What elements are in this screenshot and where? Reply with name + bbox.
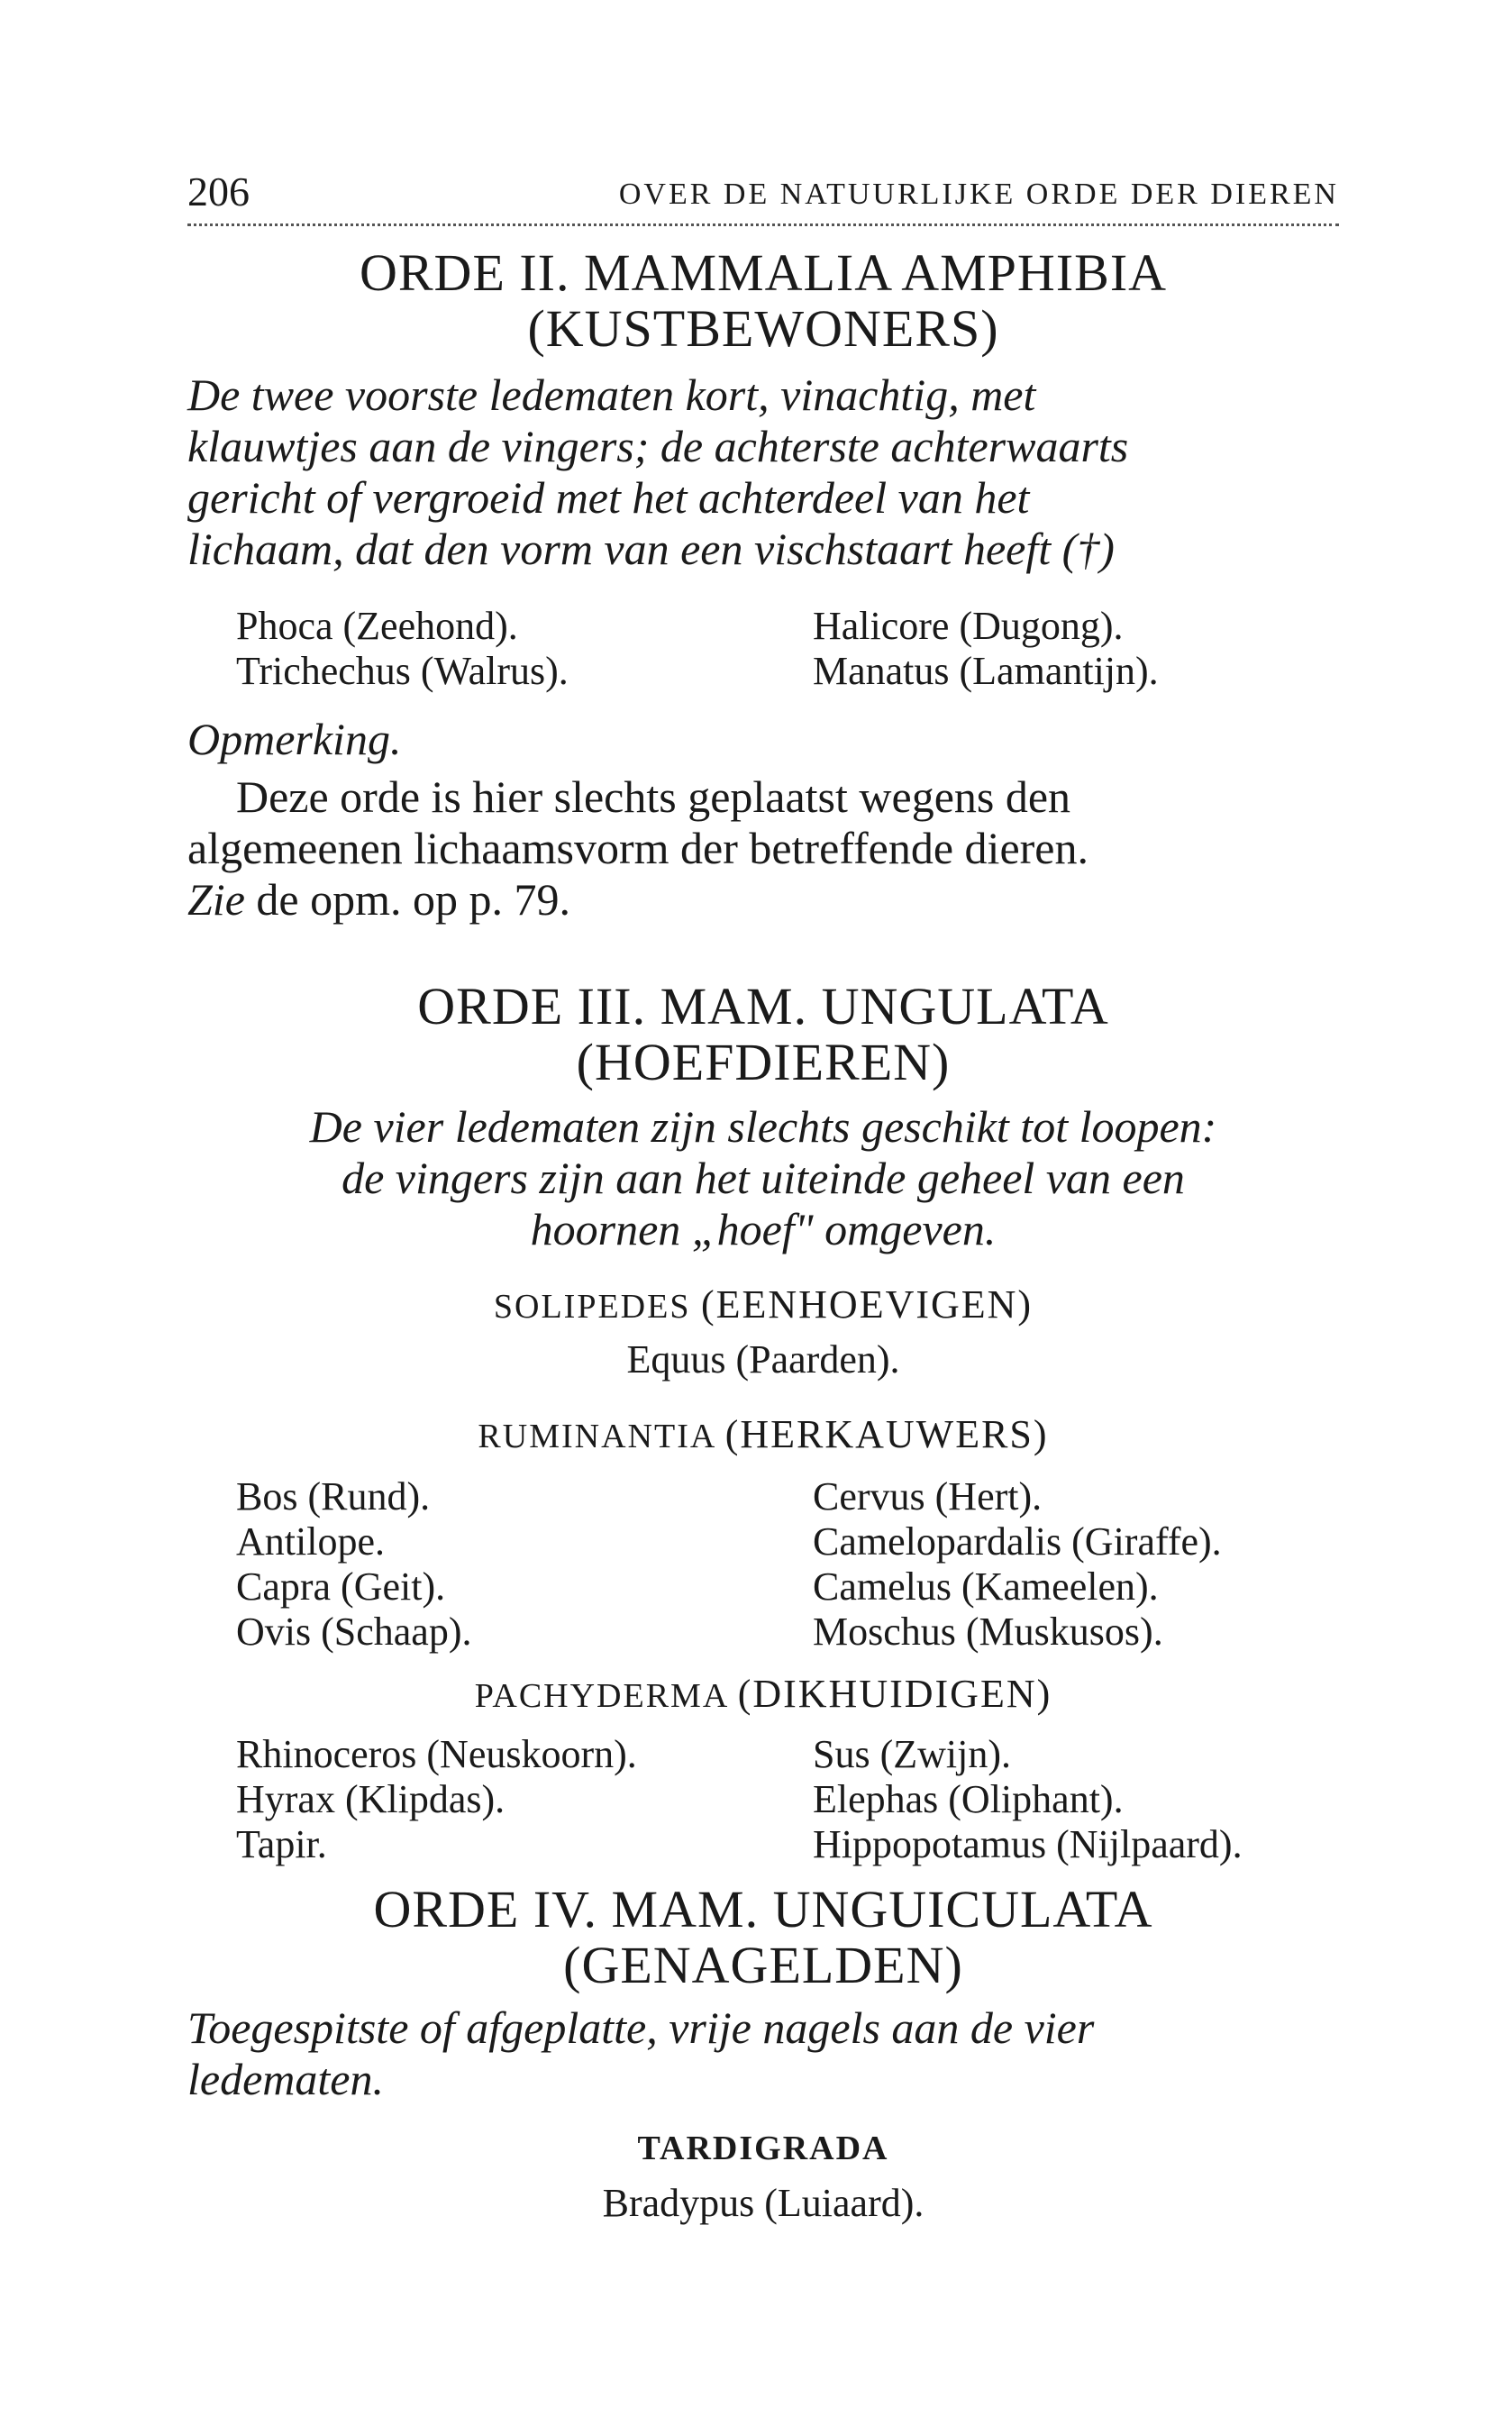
species-name: Bradypus (Luiaard). bbox=[602, 2181, 925, 2225]
remark-line: de opm. op p. 79. bbox=[244, 874, 570, 925]
species-name: Rhinoceros (Neuskoorn). bbox=[236, 1732, 637, 1776]
species-name: Phoca (Zeehond). bbox=[236, 604, 518, 648]
species-name: Sus (Zwijn). bbox=[813, 1732, 1011, 1776]
remark-zie: Zie bbox=[187, 874, 245, 925]
pachyderma-species-list bbox=[236, 1732, 1335, 1867]
group-heading-translation: (EENHOEVIGEN) bbox=[700, 1282, 1034, 1327]
orde-3-description bbox=[187, 1101, 1339, 1255]
orde-2-description bbox=[187, 369, 1339, 575]
tardigrada-group bbox=[187, 2127, 1339, 2226]
species-name: Equus (Paarden). bbox=[626, 1337, 900, 1382]
remark-section bbox=[187, 714, 1339, 926]
remark-line: algemeenen lichaamsvorm der betreffende dieren. bbox=[187, 823, 1088, 873]
description-line: De twee voorste ledematen kort, vinachtig, met bbox=[187, 369, 1036, 420]
ruminantia-heading-block bbox=[187, 1413, 1339, 1458]
species-name: Antilope. bbox=[236, 1519, 385, 1564]
group-heading-translation: (HERKAUWERS) bbox=[724, 1412, 1049, 1456]
description-line: lichaam, dat den vorm van een vischstaart heeft (†) bbox=[187, 524, 1115, 574]
pachyderma-heading-block bbox=[187, 1673, 1339, 1718]
description-line: klauwtjes aan de vingers; de achterste achterwaarts bbox=[187, 421, 1129, 471]
group-heading-translation: (DIKHUIDIGEN) bbox=[737, 1672, 1052, 1716]
running-header bbox=[187, 169, 1339, 226]
orde-3-subtitle: (HOEFDIEREN) bbox=[576, 1033, 951, 1091]
description-line: hoornen „hoef" omgeven. bbox=[530, 1204, 997, 1254]
species-name: Ovis (Schaap). bbox=[236, 1610, 472, 1654]
species-row bbox=[236, 1822, 1335, 1867]
species-row bbox=[236, 1564, 1335, 1610]
remark-label: Opmerking. bbox=[187, 714, 402, 764]
description-line: De vier ledematen zijn slechts geschikt tot loopen: bbox=[309, 1101, 1217, 1152]
group-heading-name: PACHYDERMA bbox=[474, 1677, 728, 1715]
group-heading-name: SOLIPEDES bbox=[493, 1288, 691, 1326]
description-line: de vingers zijn aan het uiteinde geheel van een bbox=[342, 1153, 1185, 1203]
species-row bbox=[236, 1610, 1335, 1655]
species-name: Cervus (Hert). bbox=[813, 1474, 1043, 1519]
orde-3-section bbox=[187, 979, 1339, 1090]
species-name: Bos (Rund). bbox=[236, 1474, 431, 1519]
group-heading bbox=[187, 1413, 1339, 1458]
group-heading: TARDIGRADA bbox=[637, 2130, 889, 2167]
running-title: OVER DE NATUURLIJKE ORDE DER DIEREN bbox=[618, 178, 1339, 211]
solipedes-group bbox=[187, 1283, 1339, 1382]
species-row bbox=[236, 1732, 1335, 1777]
remark-text bbox=[187, 771, 1339, 926]
species-name: Trichechus (Walrus). bbox=[236, 649, 569, 693]
species-name: Capra (Geit). bbox=[236, 1564, 446, 1609]
group-heading-name: RUMINANTIA bbox=[478, 1418, 715, 1455]
remark-line: Deze orde is hier slechts geplaatst wegens den bbox=[236, 771, 1071, 822]
ruminantia-species-list bbox=[236, 1474, 1335, 1655]
species-row bbox=[236, 1777, 1335, 1822]
orde-2-subtitle: (KUSTBEWONERS) bbox=[527, 299, 999, 358]
group-heading bbox=[187, 1673, 1339, 1718]
species-row bbox=[236, 604, 1335, 649]
orde-3-title: ORDE III. MAM. UNGULATA bbox=[417, 977, 1109, 1035]
species-row bbox=[236, 649, 1335, 694]
species-name: Hyrax (Klipdas). bbox=[236, 1777, 506, 1821]
orde-4-description bbox=[187, 2002, 1339, 2105]
orde-2-title: ORDE II. MAMMALIA AMPHIBIA bbox=[359, 243, 1168, 302]
species-name: Halicore (Dugong). bbox=[813, 604, 1124, 648]
species-name: Tapir. bbox=[236, 1822, 327, 1866]
orde-4-title: ORDE IV. MAM. UNGUICULATA bbox=[373, 1880, 1153, 1938]
species-row bbox=[236, 1519, 1335, 1564]
orde-4-section bbox=[187, 1882, 1339, 1993]
species-name: Elephas (Oliphant). bbox=[813, 1777, 1124, 1821]
orde-4-subtitle: (GENAGELDEN) bbox=[563, 1936, 963, 1994]
species-name: Camelus (Kameelen). bbox=[813, 1564, 1159, 1609]
species-name: Manatus (Lamantijn). bbox=[813, 649, 1159, 693]
species-name: Camelopardalis (Giraffe). bbox=[813, 1519, 1222, 1564]
species-name: Moschus (Muskusos). bbox=[813, 1610, 1163, 1654]
description-line: ledematen. bbox=[187, 2054, 384, 2104]
orde-2-species-list bbox=[236, 604, 1335, 694]
description-line: Toegespitste of afgeplatte, vrije nagels aan de vier bbox=[187, 2002, 1095, 2053]
species-row bbox=[236, 1474, 1335, 1519]
group-heading bbox=[187, 1283, 1339, 1328]
description-line: gericht of vergroeid met het achterdeel van het bbox=[187, 472, 1030, 523]
page-number: 206 bbox=[187, 169, 250, 214]
species-name: Hippopotamus (Nijlpaard). bbox=[813, 1822, 1243, 1866]
orde-2-section bbox=[187, 245, 1339, 357]
